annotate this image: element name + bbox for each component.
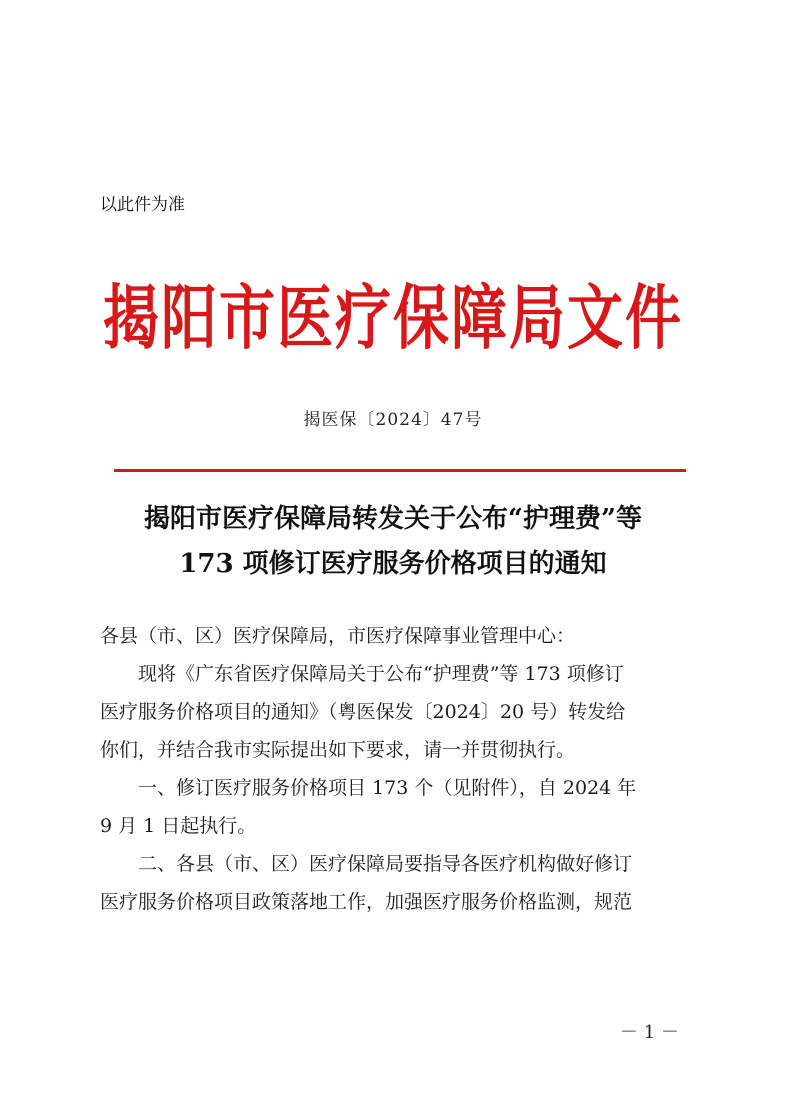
body-line-1: 各县（市、区）医疗保障局，市医疗保障事业管理中心： bbox=[100, 625, 576, 647]
body-line-2: 现将《广东省医疗保障局关于公布“护理费”等 173 项修订 bbox=[138, 663, 624, 685]
body-line-3: 医疗服务价格项目的通知》（粤医保发〔2024〕20 号）转发给 bbox=[100, 701, 626, 723]
body-line-5: 一、修订医疗服务价格项目 173 个（见附件），自 2024 年 bbox=[138, 777, 637, 799]
document-note: 以此件为准 bbox=[100, 195, 185, 215]
red-separator-line bbox=[114, 469, 686, 472]
masthead-title: 揭阳市医疗保障局文件 bbox=[103, 276, 683, 360]
body-line-4: 你们，并结合我市实际提出如下要求，请一并贯彻执行。 bbox=[100, 739, 576, 761]
page-number: － 1 － bbox=[620, 1022, 679, 1043]
body-line-7: 二、各县（市、区）医疗保障局要指导各医疗机构做好修订 bbox=[138, 853, 633, 875]
body-line-6: 9 月 1 日起执行。 bbox=[100, 815, 257, 837]
document-number: 揭医保〔2024〕47号 bbox=[303, 410, 483, 430]
notice-title-line-2: 173 项修订医疗服务价格项目的通知 bbox=[179, 549, 607, 579]
body-line-8: 医疗服务价格项目政策落地工作，加强医疗服务价格监测，规范 bbox=[100, 891, 633, 913]
notice-title-line-1: 揭阳市医疗保障局转发关于公布“护理费”等 bbox=[144, 504, 642, 534]
